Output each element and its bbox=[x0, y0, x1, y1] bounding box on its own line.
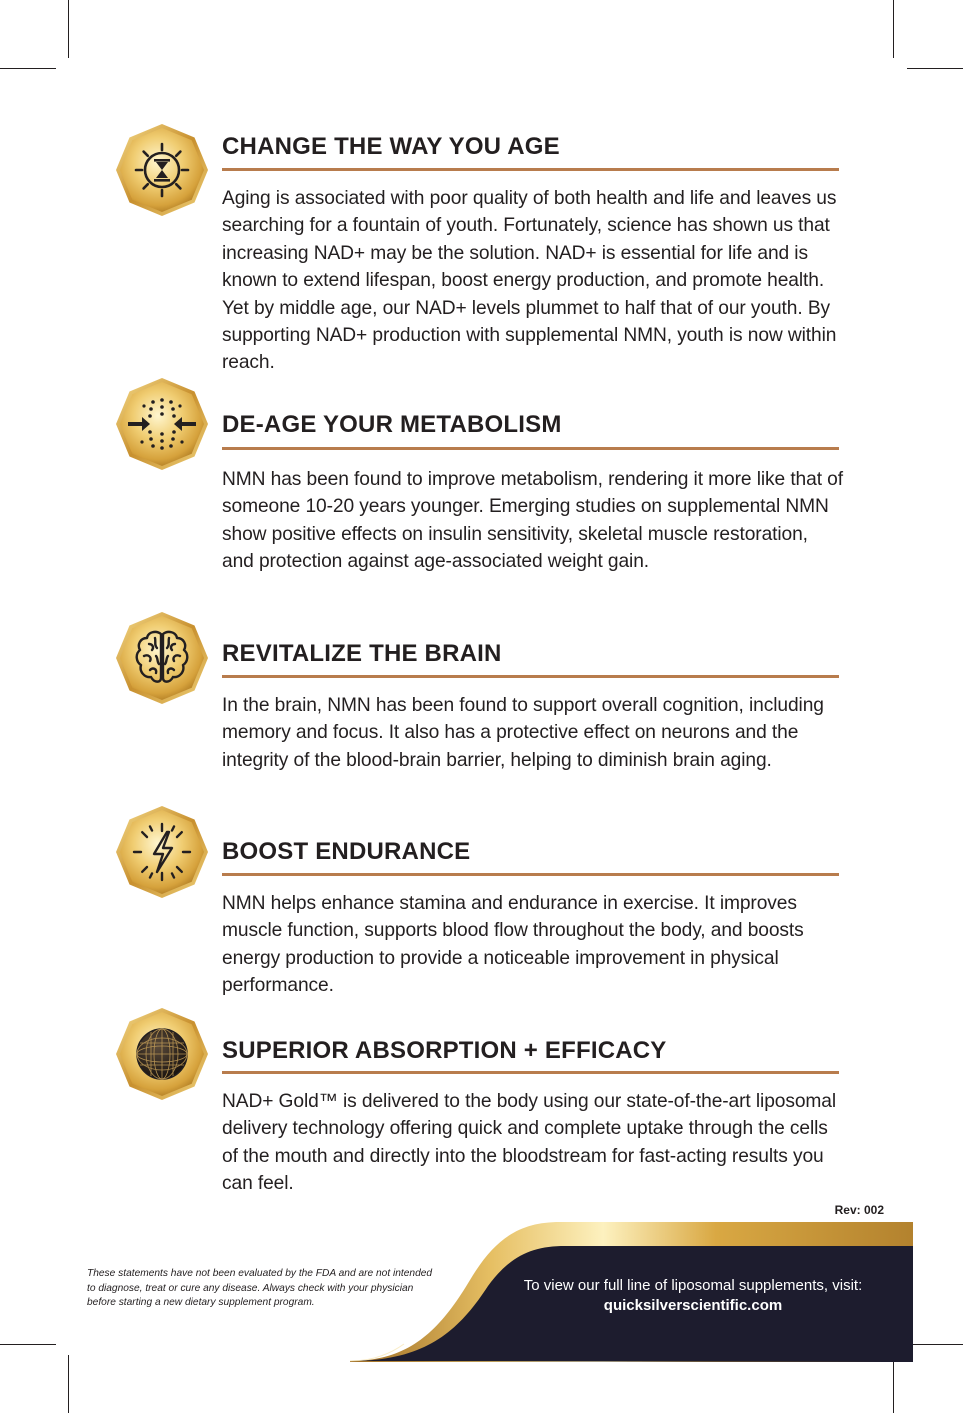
crop-mark bbox=[893, 0, 894, 58]
footer-banner-text bbox=[470, 1276, 916, 1316]
revision-label: Rev: 002 bbox=[834, 1203, 884, 1217]
fda-disclaimer: These statements have not been evaluated by the FDA and are not intended to diagnose, treat or cure any disease. Always check with your physician before starting a new dietary supplement program. bbox=[87, 1268, 433, 1308]
section-body: NMN has been found to improve metabolism, rendering it more like that of someone 10-20 years younger. Emerging studies on supplemental NMN show positive effects on insulin sensitivity, skeletal muscle restoration, and protection against age-associated weight gain. bbox=[222, 469, 843, 573]
section-body: NMN helps enhance stamina and endurance in exercise. It improves muscle function, supports blood flow throughout the body, and boosts energy production to provide a noticeable improvement in physical performance. bbox=[222, 893, 804, 997]
metabolism-arrows-icon bbox=[116, 378, 208, 470]
section-heading: REVITALIZE THE BRAIN bbox=[222, 640, 502, 667]
section-divider bbox=[222, 1071, 839, 1074]
crop-mark bbox=[68, 1355, 69, 1413]
section-heading: SUPERIOR ABSORPTION + EFFICACY bbox=[222, 1037, 667, 1064]
footer-cta: To view our full line of liposomal supplements, visit: bbox=[523, 1277, 863, 1294]
section-divider bbox=[222, 873, 839, 876]
section-body: In the brain, NMN has been found to support overall cognition, including memory and focus. It also has a protective effect on neurons and the integrity of the blood-brain barrier, helping to diminish brain aging. bbox=[222, 695, 824, 771]
crop-mark bbox=[0, 1344, 56, 1345]
crop-mark bbox=[893, 1355, 894, 1413]
brain-icon bbox=[116, 612, 208, 704]
section-heading: DE-AGE YOUR METABOLISM bbox=[222, 411, 562, 438]
liposome-sphere-icon bbox=[116, 1008, 208, 1100]
footer-website-link[interactable]: quicksilverscientific.com bbox=[603, 1297, 783, 1314]
section-divider bbox=[222, 675, 839, 678]
section-body: Aging is associated with poor quality of both health and life and leaves us searching for a fountain of youth. Fortunately, science has shown us that increasing NAD+ may be the solution. NAD+ is essential for life and is known to extend lifespan, boost energy production, and promote health. Yet by middle age, our NAD+ levels plummet to half that of our youth. By supporting NAD+ production with supplemental NMN, youth is now within reach. bbox=[222, 188, 837, 374]
crop-mark bbox=[907, 1344, 963, 1345]
section-divider bbox=[222, 168, 839, 171]
crop-mark bbox=[68, 0, 69, 58]
lightning-bolt-icon bbox=[116, 806, 208, 898]
section-divider bbox=[222, 447, 839, 450]
crop-mark bbox=[907, 68, 963, 69]
section-body: NAD+ Gold™ is delivered to the body using our state-of-the-art liposomal delivery technology offering quick and complete uptake through the cells of the mouth and directly into the bloodstream for fast-acting results you can feel. bbox=[222, 1091, 837, 1195]
section-heading: BOOST ENDURANCE bbox=[222, 838, 471, 865]
hourglass-sun-icon bbox=[116, 124, 208, 216]
section-heading: CHANGE THE WAY YOU AGE bbox=[222, 133, 560, 160]
crop-mark bbox=[0, 68, 56, 69]
